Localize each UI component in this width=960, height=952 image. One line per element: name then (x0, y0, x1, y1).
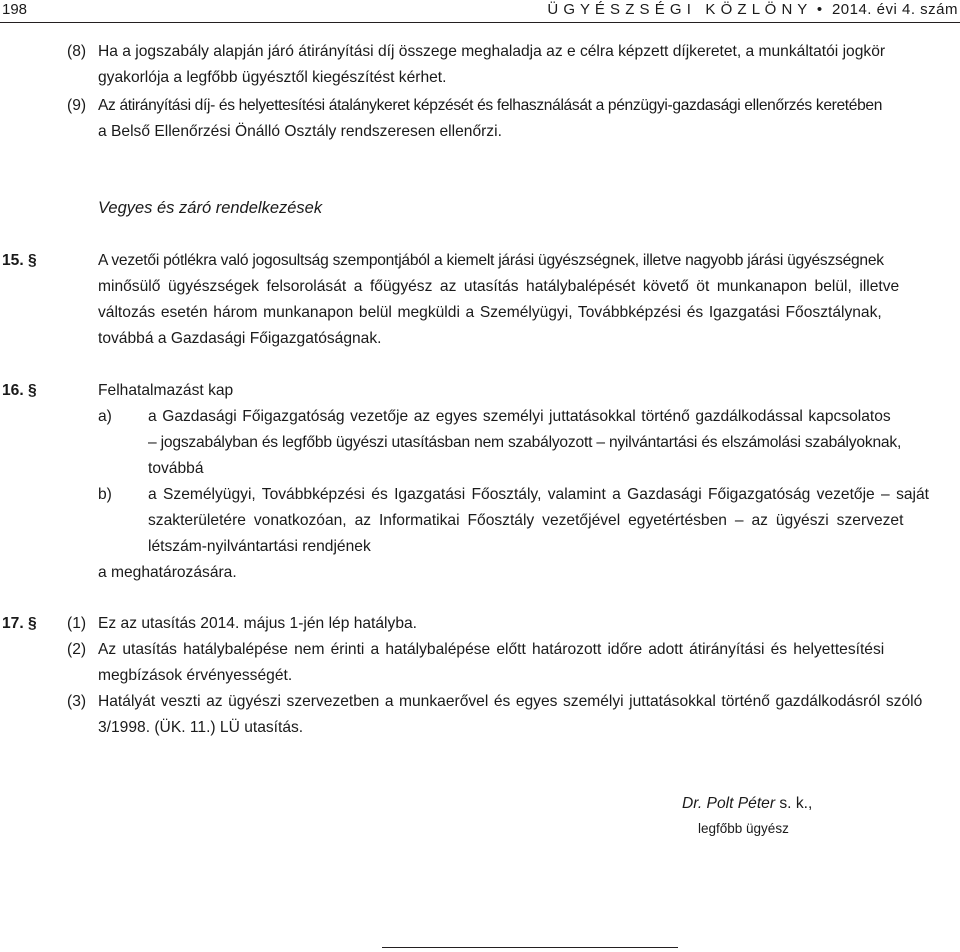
section-15-line-2: minősülő ügyészségek felsorolását a főügyész az utasítás hatálybalépését követő öt munkanapon belül, illetve (98, 278, 900, 295)
section-15-line-3: változás esetén három munkanapon belül megküldi a Személyügyi, Továbbképzési és Igazgatási Főosztálynak, (98, 304, 882, 321)
section-16-item-a-line-3: továbbá (148, 460, 204, 477)
signature-suffix: s. k., (779, 795, 813, 812)
page-header (0, 0, 960, 23)
paragraph-9-line-2: a Belső Ellenőrzési Önálló Osztály rendszeresen ellenőrzi. (98, 123, 502, 140)
section-16-intro: Felhatalmazást kap (98, 382, 234, 399)
section-16-item-a-label: a) (98, 408, 112, 425)
section-17-item-1-line-1: Ez az utasítás 2014. május 1-jén lép hatályba. (98, 615, 417, 632)
paragraph-8-number: (8) (67, 43, 87, 60)
paragraph-9-number: (9) (67, 97, 87, 114)
section-16-item-b-line-3: létszám-nyilvántartási rendjének (148, 538, 371, 555)
section-17-item-2-label: (2) (67, 641, 87, 658)
bullet-separator: • (816, 1, 823, 18)
section-heading: Vegyes és záró rendelkezések (98, 199, 323, 217)
section-16-item-b-line-2: szakterületére vonatkozóan, az Informatikai Főosztály vezetőjével egyetértésben – az ügyészi szervezet (148, 512, 904, 529)
section-17-item-3-label: (3) (67, 693, 87, 710)
paragraph-8-line-1: Ha a jogszabály alapján járó átirányítási díj összege meghaladja az e célra képzett díjkeretet, a munkáltatói jogkör (98, 43, 886, 60)
section-17-number: 17. § (2, 615, 37, 632)
signatory-title: legfőbb ügyész (698, 821, 789, 836)
section-15-line-4: továbbá a Gazdasági Főigazgatóságnak. (98, 330, 382, 347)
section-16-number: 16. § (2, 382, 37, 399)
section-16-item-b-line-1: a Személyügyi, Továbbképzési és Igazgatási Főosztály, valamint a Gazdasági Főigazgatóság vezetője – saját (148, 486, 930, 503)
section-15-line-1: A vezetői pótlékra való jogosultság szempontjából a kiemelt járási ügyészségnek, illetve nagyobb járási ügyészségnek (98, 252, 884, 269)
paragraph-9-line-1: Az átirányítási díj- és helyettesítési átalánykeret képzését és felhasználását a pénzügyi-gazdasági ellenőrzés keretében (98, 97, 883, 114)
paragraph-8-line-2: gyakorlója a legfőbb ügyésztől kiegészítést kérhet. (98, 69, 447, 86)
section-15-number: 15. § (2, 252, 37, 269)
issue-label: 2014. évi 4. szám (831, 1, 958, 18)
signatory-name: Dr. Polt Péter (682, 795, 776, 812)
section-17-item-3-line-1: Hatályát veszti az ügyészi szervezetben a munkaerővel és egyes személyi juttatásokkal történő gazdálkodásról szóló (98, 693, 923, 710)
section-16-closing: a meghatározására. (98, 564, 237, 581)
section-16-item-a-line-1: a Gazdasági Főigazgatóság vezetője az egyes személyi juttatásokkal történő gazdálkodással kapcsolatos (148, 408, 891, 425)
section-17-item-1-label: (1) (67, 615, 87, 632)
section-17-item-2-line-2: megbízások érvényességét. (98, 667, 293, 684)
page-number: 198 (2, 1, 28, 18)
section-17-item-2-line-1: Az utasítás hatálybalépése nem érinti a hatálybalépése előtt határozott időre adott átirányítási és helyettesítési (98, 641, 885, 658)
section-16-item-b-label: b) (98, 486, 112, 503)
section-17-item-3-line-2: 3/1998. (ÜK. 11.) LÜ utasítás. (98, 719, 304, 736)
journal-title: Ü G Y É S Z S É G I K Ö Z L Ö N Y (547, 1, 808, 18)
footer-divider (382, 947, 678, 948)
journal-issue (547, 1, 958, 18)
signature-name (682, 791, 812, 817)
section-16-item-a-line-2: – jogszabályban és legfőbb ügyészi utasításban nem szabályozott – nyilvántartási és elszámolási szabályoknak, (148, 434, 902, 451)
